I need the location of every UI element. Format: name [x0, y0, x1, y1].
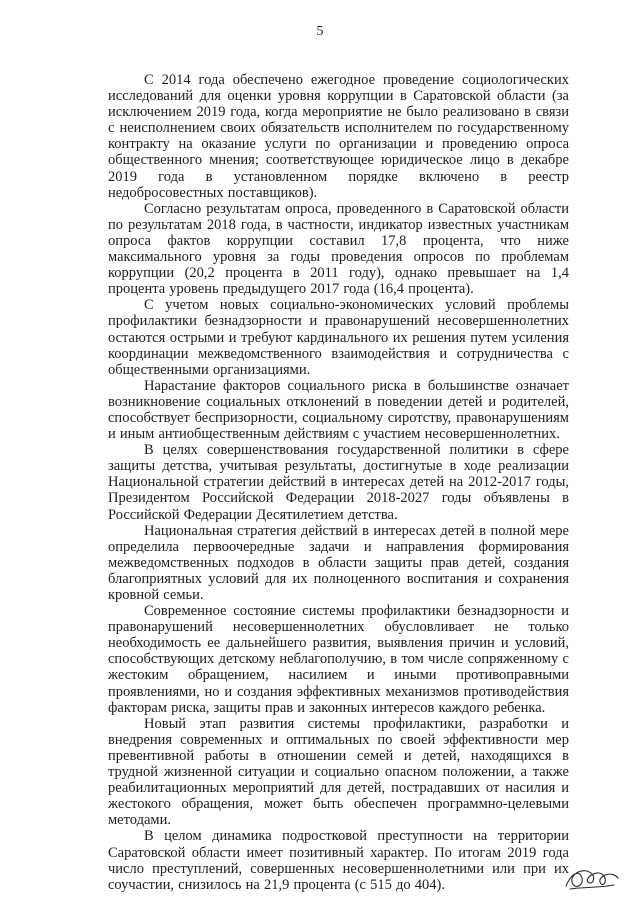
page-number: 5: [316, 24, 324, 39]
paragraph: С 2014 года обеспечено ежегодное проведение социологических исследований для оценки уровня коррупции в Саратовской области (за исключением 2019 года, когда мероприятие не было реализовано в связи с неисполнением своих обязательств исполнителем по государственному контракту на оказание услуги по организации и проведению опроса общественного мнения; соответствующее юридическое лицо в декабре 2019 года в установленном порядке включено в реестр недобросовестных поставщиков).: [108, 72, 569, 201]
document-body: [108, 72, 569, 893]
paragraph: Национальная стратегия действий в интересах детей в полной мере определила первоочередные задачи и направления формирования межведомственных подходов в области защиты прав детей, создания благоприятных условий для их полноценного воспитания и сохранения кровной семьи.: [108, 522, 569, 603]
paragraph: В целом динамика подростковой преступности на территории Саратовской области имеет позитивный характер. По итогам 2019 года число преступлений, совершенных несовершеннолетними или при их соучастии, снизилось на 21,9 процента (с 515 до 404).: [108, 828, 569, 893]
paragraph: В целях совершенствования государственной политики в сфере защиты детства, учитывая результаты, достигнутые в ходе реализации Национальной стратегии действий в интересах детей на 2012-2017 годы, Президентом Российской Федерации 2018-2027 годы объявлены в Российской Федерации Десятилетием детства.: [108, 442, 569, 523]
paragraph: Новый этап развития системы профилактики, разработки и внедрения современных и оптимальных по своей эффективности мер превентивной работы в отношении семей и детей, находящихся в трудной жизненной ситуации и социально опасном положении, а также реабилитационных мероприятий для детей, пострадавших от насилия и жестокого обращения, может быть обеспечен программно-целевыми методами.: [108, 715, 569, 829]
paragraph: Согласно результатам опроса, проведенного в Саратовской области по результатам 2018 года, в частности, индикатор известных участникам опроса фактов коррупции составил 17,8 процента, что ниже максимального уровня за годы проведения опросов по проблемам коррупции (20,2 процента в 2011 году), однако превышает на 1,4 процента уровень предыдущего 2017 года (16,4 процента).: [108, 200, 569, 298]
paragraph: С учетом новых социально-экономических условий проблемы профилактики безнадзорности и правонарушений несовершеннолетних остаются острыми и требуют кардинального их решения путем усиления координации межведомственного взаимодействия и сотрудничества с общественными организациями.: [108, 297, 569, 378]
signature-icon: [562, 860, 622, 894]
paragraph: Современное состояние системы профилактики безнадзорности и правонарушений несовершеннолетних обусловливает не только необходимость ее дальнейшего развития, выявления причин и условий, способствующих детскому неблагополучию, в том числе сопряженному с жестоким обращением, насилием и иными противоправными проявлениями, но и создания эффективных механизмов противодействия факторам риска, защиты прав и законных интересов каждого ребенка.: [108, 603, 569, 716]
paragraph: Нарастание факторов социального риска в большинстве означает возникновение социальных отклонений в поведении детей и родителей, способствует беспризорности, социальному сиротству, правонарушениям и иным антиобщественным действиям с участием несовершеннолетних.: [108, 377, 569, 443]
